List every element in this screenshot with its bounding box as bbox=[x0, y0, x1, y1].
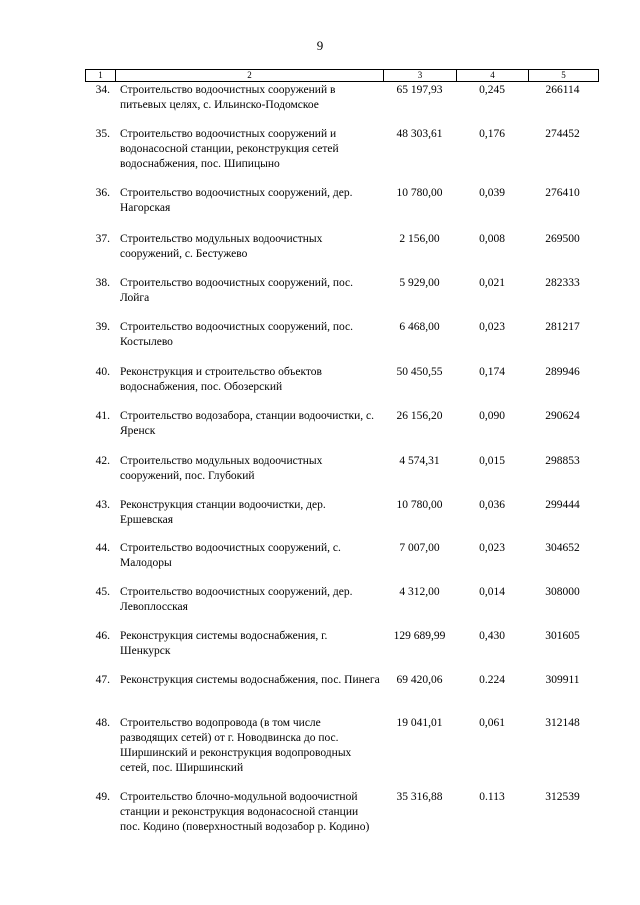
project-name: Реконструкция и строительство объектов водоснабжения, пос. Обозерский bbox=[120, 366, 322, 393]
object-code: 282333 bbox=[545, 277, 580, 289]
project-name: Строительство водоочистных сооружений в питьевых целях, с. Ильинско-Подомское bbox=[120, 84, 336, 111]
capacity-value: 0,021 bbox=[479, 277, 505, 289]
header-col-3: 3 bbox=[384, 70, 457, 81]
object-code: 289946 bbox=[545, 366, 580, 378]
capacity-value: 0,014 bbox=[479, 586, 505, 598]
row-number: 34. bbox=[95, 84, 110, 96]
capacity-value: 0,023 bbox=[479, 542, 505, 554]
project-name: Строительство модульных водоочистных сооружений, с. Бестужево bbox=[120, 233, 323, 260]
cost-value: 10 780,00 bbox=[396, 499, 443, 511]
project-name: Строительство блочно-модульной водоочистной станции и реконструкция водонасосной станции пос. Кодино (поверхностный водозабор р. Кодино) bbox=[120, 791, 370, 833]
row-number: 47. bbox=[95, 674, 110, 686]
row-number: 45. bbox=[95, 586, 110, 598]
capacity-value: 0,176 bbox=[479, 128, 505, 140]
project-name: Реконструкция станции водоочистки, дер. Ершевская bbox=[120, 499, 326, 526]
header-col-2: 2 bbox=[116, 70, 384, 81]
project-name: Строительство водоочистных сооружений, пос. Костылево bbox=[120, 321, 354, 348]
object-code: 276410 bbox=[545, 187, 580, 199]
project-name: Строительство водозабора, станции водоочистки, с. Яренск bbox=[120, 410, 375, 437]
header-col-1: 1 bbox=[86, 70, 116, 81]
project-name: Строительство водопровода (в том числе разводящих сетей) от г. Новодвинска до пос. Ширшинский и реконструкция водопроводных сетей, пос. Ширшинский bbox=[120, 717, 352, 774]
row-number: 35. bbox=[95, 128, 110, 140]
object-code: 298853 bbox=[545, 455, 580, 467]
project-name: Реконструкция системы водоснабжения, пос. Пинега bbox=[120, 674, 380, 686]
object-code: 312148 bbox=[545, 717, 580, 729]
capacity-value: 0,036 bbox=[479, 499, 505, 511]
cost-value: 7 007,00 bbox=[399, 542, 440, 554]
capacity-value: 0,061 bbox=[479, 717, 505, 729]
cost-value: 69 420,06 bbox=[396, 674, 443, 686]
capacity-value: 0,039 bbox=[479, 187, 505, 199]
cost-value: 4 312,00 bbox=[399, 586, 440, 598]
object-code: 274452 bbox=[545, 128, 580, 140]
row-number: 37. bbox=[95, 233, 110, 245]
row-number: 44. bbox=[95, 542, 110, 554]
project-name: Строительство водоочистных сооружений, дер. Нагорская bbox=[120, 187, 353, 214]
object-code: 269500 bbox=[545, 233, 580, 245]
capacity-value: 0,015 bbox=[479, 455, 505, 467]
object-code: 266114 bbox=[545, 84, 580, 96]
table-header bbox=[85, 69, 599, 82]
page-number: 9 bbox=[316, 38, 324, 53]
capacity-value: 0,245 bbox=[479, 84, 505, 96]
row-number: 41. bbox=[95, 410, 110, 422]
object-code: 304652 bbox=[545, 542, 580, 554]
row-number: 36. bbox=[95, 187, 110, 199]
object-code: 309911 bbox=[545, 674, 580, 686]
cost-value: 5 929,00 bbox=[399, 277, 440, 289]
project-name: Реконструкция системы водоснабжения, г. Шенкурск bbox=[120, 630, 328, 657]
header-col-5: 5 bbox=[561, 70, 566, 80]
cost-value: 4 574,31 bbox=[399, 455, 440, 467]
header-col-4: 4 bbox=[457, 70, 529, 81]
cost-value: 48 303,61 bbox=[396, 128, 443, 140]
project-name: Строительство водоочистных сооружений и водонасосной станции, реконструкция сетей водоснабжения, пос. Шипицыно bbox=[120, 128, 339, 170]
capacity-value: 0,008 bbox=[479, 233, 505, 245]
row-number: 40. bbox=[95, 366, 110, 378]
row-number: 48. bbox=[95, 717, 110, 729]
object-code: 308000 bbox=[545, 586, 580, 598]
cost-value: 26 156,20 bbox=[396, 410, 443, 422]
cost-value: 65 197,93 bbox=[396, 84, 443, 96]
project-name: Строительство водоочистных сооружений, пос. Лойга bbox=[120, 277, 354, 304]
project-name: Строительство модульных водоочистных сооружений, пос. Глубокий bbox=[120, 455, 323, 482]
cost-value: 50 450,55 bbox=[396, 366, 443, 378]
object-code: 290624 bbox=[545, 410, 580, 422]
cost-value: 19 041,01 bbox=[396, 717, 443, 729]
cost-value: 2 156,00 bbox=[399, 233, 440, 245]
cost-value: 129 689,99 bbox=[393, 630, 446, 642]
capacity-value: 0,023 bbox=[479, 321, 505, 333]
object-code: 301605 bbox=[545, 630, 580, 642]
capacity-value: 0,090 bbox=[479, 410, 505, 422]
row-number: 38. bbox=[95, 277, 110, 289]
capacity-value: 0.113 bbox=[479, 791, 505, 803]
object-code: 312539 bbox=[545, 791, 580, 803]
cost-value: 35 316,88 bbox=[396, 791, 443, 803]
row-number: 46. bbox=[95, 630, 110, 642]
capacity-value: 0,174 bbox=[479, 366, 505, 378]
object-code: 299444 bbox=[545, 499, 580, 511]
project-name: Строительство водоочистных сооружений, дер. Левоплосская bbox=[120, 586, 353, 613]
row-number: 49. bbox=[95, 791, 110, 803]
cost-value: 10 780,00 bbox=[396, 187, 443, 199]
capacity-value: 0.224 bbox=[479, 674, 505, 686]
capacity-value: 0,430 bbox=[479, 630, 505, 642]
cost-value: 6 468,00 bbox=[399, 321, 440, 333]
project-name: Строительство водоочистных сооружений, с. Малодоры bbox=[120, 542, 341, 569]
row-number: 39. bbox=[95, 321, 110, 333]
row-number: 42. bbox=[95, 455, 110, 467]
object-code: 281217 bbox=[545, 321, 580, 333]
row-number: 43. bbox=[95, 499, 110, 511]
